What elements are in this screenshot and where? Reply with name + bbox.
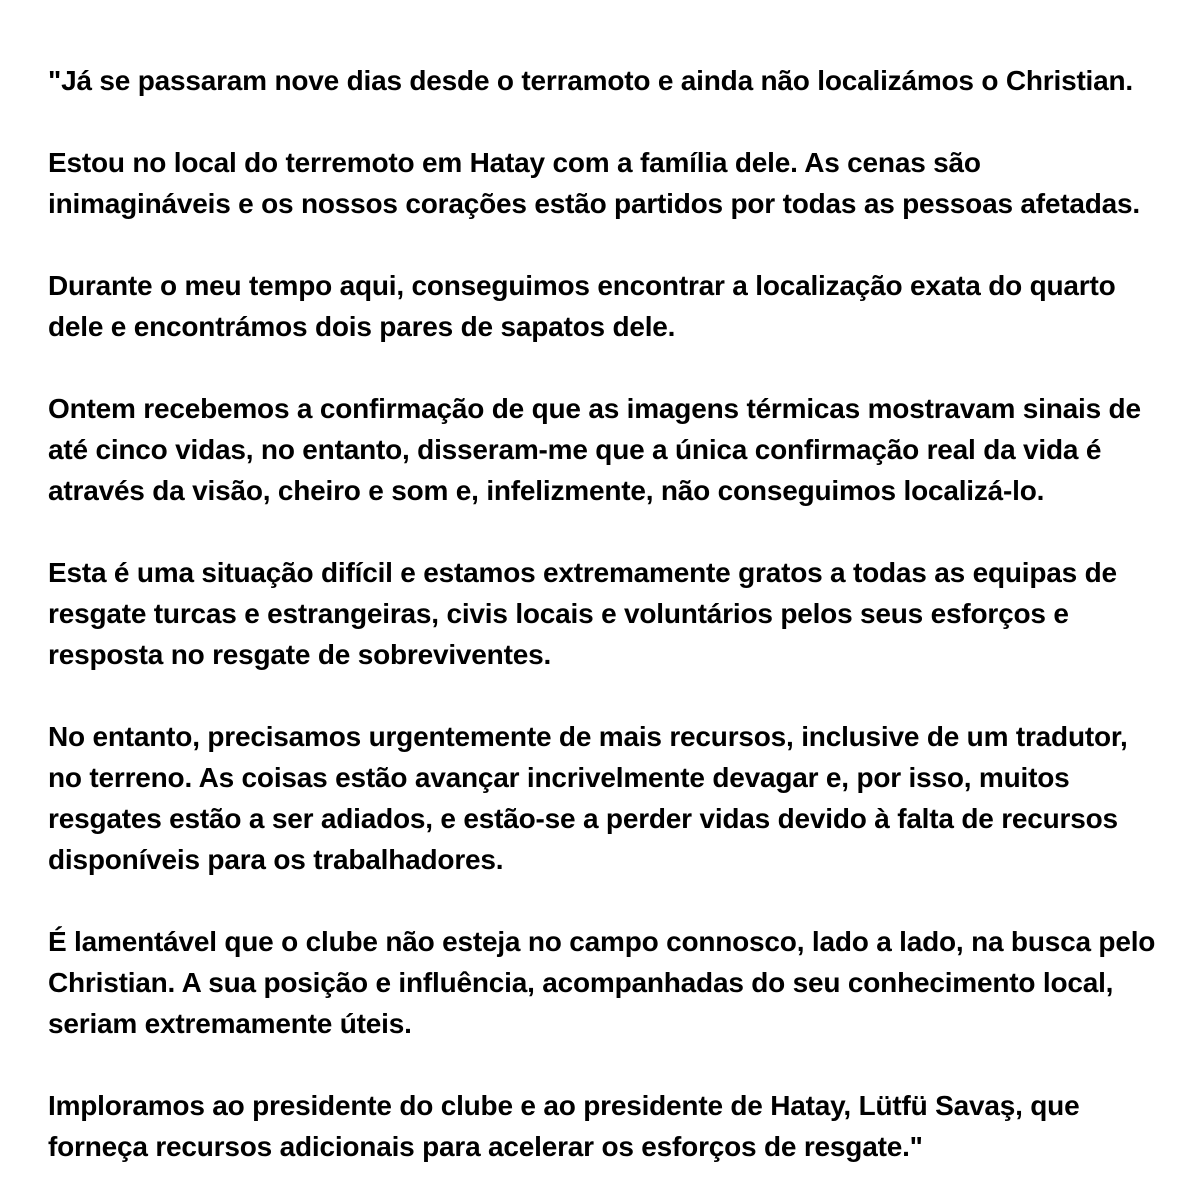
text-line: até cinco vidas, no entanto, disseram-me que a única confirmação real da vida é	[48, 434, 1102, 465]
paragraph-7	[48, 921, 1178, 1044]
text-line: É lamentável que o clube não esteja no campo connosco, lado a lado, na busca pelo	[48, 926, 1156, 957]
text-line: "Já se passaram nove dias desde o terramoto e ainda não localizámos o Christian.	[48, 65, 1133, 96]
text-line: Christian. A sua posição e influência, acompanhadas do seu conhecimento local,	[48, 967, 1114, 998]
text-line: Ontem recebemos a confirmação de que as imagens térmicas mostravam sinais de	[48, 393, 1141, 424]
paragraph-5	[48, 552, 1178, 675]
text-line: forneça recursos adicionais para acelerar os esforços de resgate."	[48, 1131, 923, 1162]
text-line: no terreno. As coisas estão avançar incrivelmente devagar e, por isso, muitos	[48, 762, 1070, 793]
text-line: Durante o meu tempo aqui, conseguimos encontrar a localização exata do quarto	[48, 270, 1116, 301]
text-line: seriam extremamente úteis.	[48, 1008, 412, 1039]
paragraph-8	[48, 1085, 1178, 1167]
paragraph-6	[48, 716, 1178, 880]
text-line: através da visão, cheiro e som e, infelizmente, não conseguimos localizá-lo.	[48, 475, 1045, 506]
text-line: inimagináveis e os nossos corações estão partidos por todas as pessoas afetadas.	[48, 188, 1140, 219]
text-line: dele e encontrámos dois pares de sapatos dele.	[48, 311, 676, 342]
text-line: resgate turcas e estrangeiras, civis locais e voluntários pelos seus esforços e	[48, 598, 1069, 629]
paragraph-3	[48, 265, 1178, 347]
text-line: resposta no resgate de sobreviventes.	[48, 639, 552, 670]
text-line: disponíveis para os trabalhadores.	[48, 844, 504, 875]
text-line: resgates estão a ser adiados, e estão-se a perder vidas devido à falta de recursos	[48, 803, 1118, 834]
text-line: Imploramos ao presidente do clube e ao presidente de Hatay, Lütfü Savaş, que	[48, 1090, 1080, 1121]
text-line: Estou no local do terremoto em Hatay com a família dele. As cenas são	[48, 147, 981, 178]
text-line: Esta é uma situação difícil e estamos extremamente gratos a todas as equipas de	[48, 557, 1117, 588]
paragraph-4	[48, 388, 1178, 511]
text-line: No entanto, precisamos urgentemente de mais recursos, inclusive de um tradutor,	[48, 721, 1128, 752]
paragraph-1	[48, 60, 1178, 101]
statement-text	[48, 60, 1178, 1167]
paragraph-2	[48, 142, 1178, 224]
